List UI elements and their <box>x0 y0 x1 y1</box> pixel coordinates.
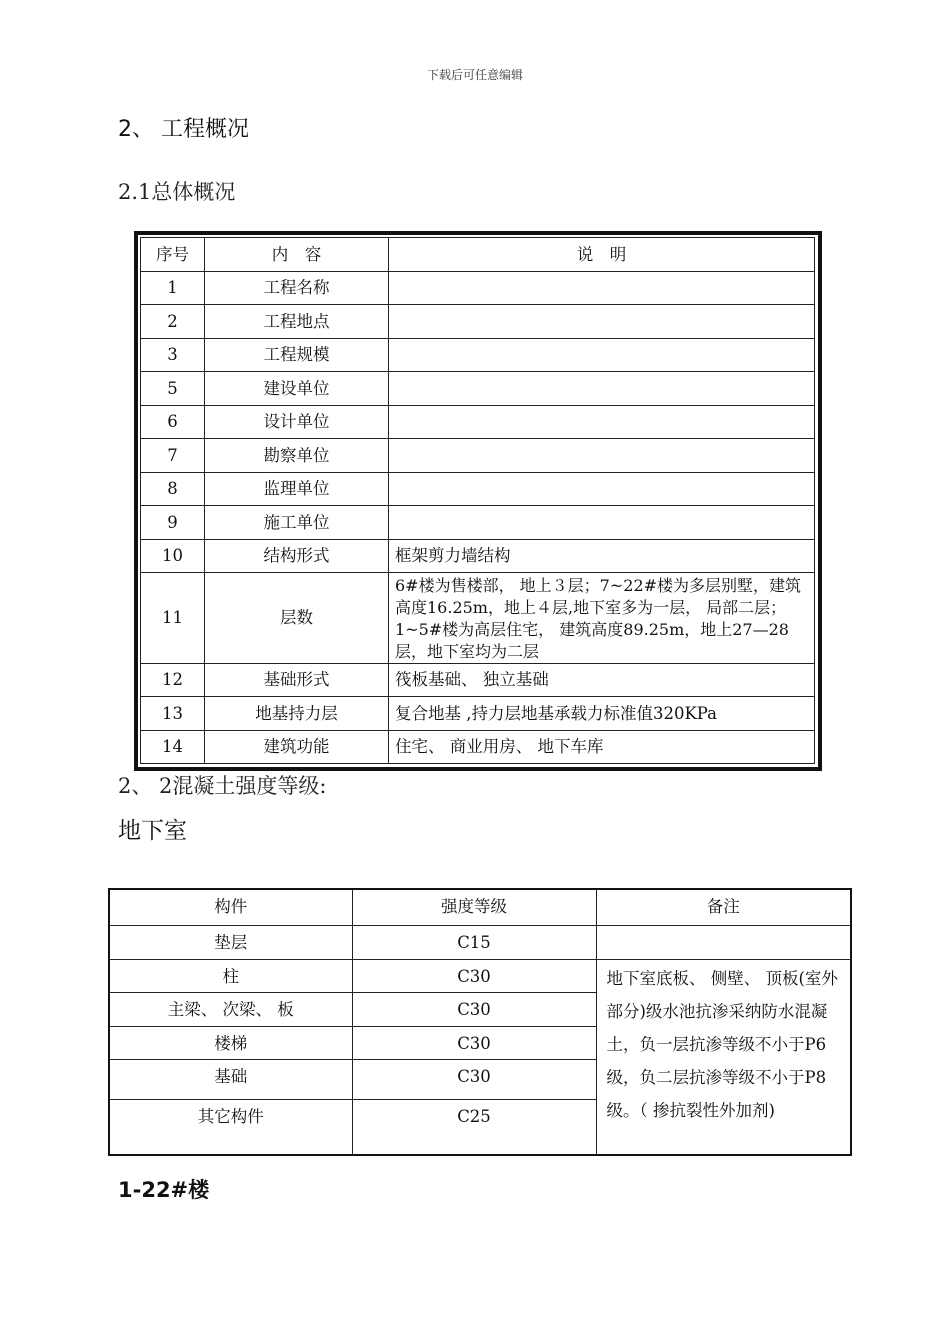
row-index: 2 <box>141 305 205 339</box>
overview-table <box>140 237 815 764</box>
header-cell-index: 序号 <box>141 238 205 272</box>
table-row <box>141 439 815 473</box>
row-item: 监理单位 <box>205 473 389 506</box>
table-row <box>141 339 815 372</box>
row-item: 设计单位 <box>205 406 389 439</box>
row-item: 层数 <box>205 573 389 664</box>
row-index: 8 <box>141 473 205 506</box>
table-row <box>141 473 815 506</box>
table-header-row <box>109 889 851 925</box>
header-cell-component: 构件 <box>109 889 352 925</box>
row-item: 施工单位 <box>205 506 389 540</box>
row-desc <box>389 406 815 439</box>
row-desc: 6#楼为售楼部， 地上３层；7~22#楼为多层别墅，建筑高度16.25m，地上４层,地下室多为一层， 局部二层；1~5#楼为高层住宅， 建筑高度89.25m，地上27—28层，地下室均为二层 <box>389 573 815 664</box>
row-desc: 筏板基础、 独立基础 <box>389 664 815 697</box>
row-desc <box>389 272 815 305</box>
header-cell-grade: 强度等级 <box>352 889 596 925</box>
row-item: 勘察单位 <box>205 439 389 473</box>
basement-heading: 地下室 <box>118 818 187 844</box>
row-index: 12 <box>141 664 205 697</box>
row-item: 地基持力层 <box>205 697 389 731</box>
row-grade: C30 <box>352 1026 596 1059</box>
table-row <box>141 573 815 664</box>
table-row <box>141 664 815 697</box>
table-row <box>141 406 815 439</box>
row-component: 楼梯 <box>109 1026 352 1059</box>
row-index: 9 <box>141 506 205 540</box>
table-row <box>141 697 815 731</box>
row-component: 柱 <box>109 959 352 992</box>
table-row <box>109 959 851 992</box>
note-cell: 地下室底板、 侧壁、 顶板(室外部分)级水池抗渗采纳防水混凝土，负一层抗渗等级不小于P6级，负二层抗渗等级不小于P8级。（ 掺抗裂性外加剂) <box>596 959 851 1155</box>
table-row <box>141 272 815 305</box>
table-row <box>141 305 815 339</box>
row-desc <box>389 339 815 372</box>
table-row <box>141 540 815 573</box>
row-item: 工程规模 <box>205 339 389 372</box>
header-cell-content: 内 容 <box>205 238 389 272</box>
row-desc: 住宅、 商业用房、 地下车库 <box>389 731 815 764</box>
row-index: 11 <box>141 573 205 664</box>
row-index: 6 <box>141 406 205 439</box>
row-index: 5 <box>141 372 205 406</box>
row-note-empty <box>596 925 851 959</box>
row-grade: C30 <box>352 1059 596 1099</box>
table-row <box>141 506 815 540</box>
row-item: 建设单位 <box>205 372 389 406</box>
table-row <box>109 925 851 959</box>
header-cell-desc: 说 明 <box>389 238 815 272</box>
row-desc <box>389 372 815 406</box>
row-grade: C30 <box>352 992 596 1026</box>
overview-heading: 2.1总体概况 <box>118 180 236 204</box>
table-header-row <box>141 238 815 272</box>
row-index: 14 <box>141 731 205 764</box>
row-index: 13 <box>141 697 205 731</box>
table-row <box>141 731 815 764</box>
row-desc <box>389 473 815 506</box>
row-component: 其它构件 <box>109 1099 352 1155</box>
row-grade: C15 <box>352 925 596 959</box>
section-heading: 2、 工程概况 <box>118 117 249 142</box>
row-index: 3 <box>141 339 205 372</box>
row-desc: 框架剪力墙结构 <box>389 540 815 573</box>
row-grade: C25 <box>352 1099 596 1155</box>
overview-table-frame <box>134 231 822 771</box>
table-row <box>141 372 815 406</box>
building-heading: 1-22#楼 <box>118 1178 210 1202</box>
row-component: 垫层 <box>109 925 352 959</box>
row-item: 结构形式 <box>205 540 389 573</box>
row-item: 基础形式 <box>205 664 389 697</box>
row-index: 1 <box>141 272 205 305</box>
row-component: 基础 <box>109 1059 352 1099</box>
row-desc <box>389 305 815 339</box>
row-index: 7 <box>141 439 205 473</box>
row-desc <box>389 506 815 540</box>
concrete-heading: 2、 2混凝土强度等级: <box>118 774 327 798</box>
row-item: 工程地点 <box>205 305 389 339</box>
row-desc <box>389 439 815 473</box>
header-cell-note: 备注 <box>596 889 851 925</box>
row-index: 10 <box>141 540 205 573</box>
row-item: 建筑功能 <box>205 731 389 764</box>
row-component: 主梁、 次梁、 板 <box>109 992 352 1026</box>
row-item: 工程名称 <box>205 272 389 305</box>
concrete-table <box>108 888 852 1156</box>
page-header: 下载后可任意编辑 <box>426 68 523 82</box>
row-desc: 复合地基 ,持力层地基承载力标准值320KPa <box>389 697 815 731</box>
row-grade: C30 <box>352 959 596 992</box>
